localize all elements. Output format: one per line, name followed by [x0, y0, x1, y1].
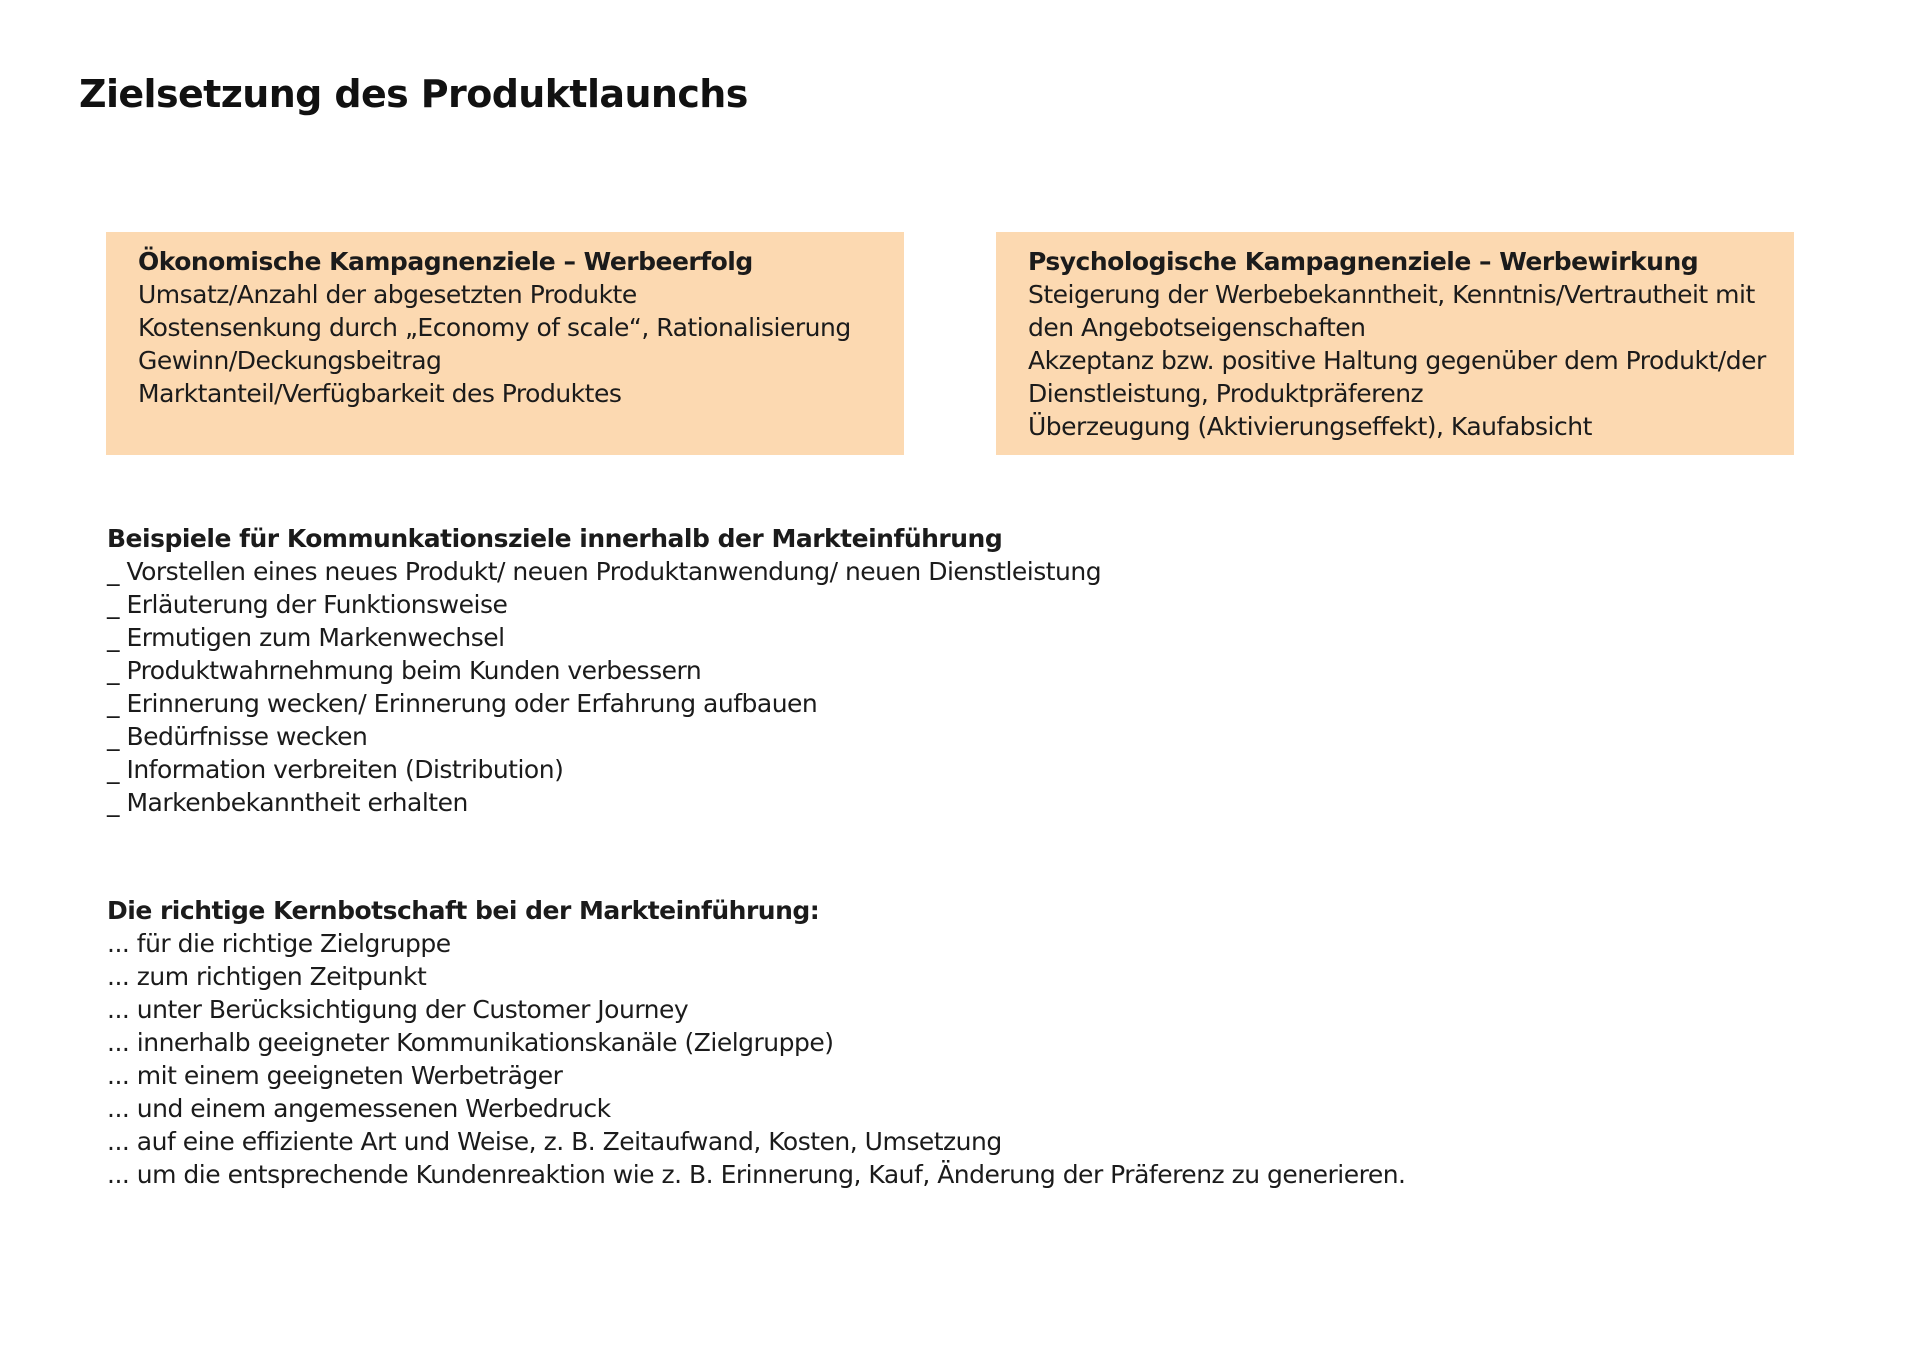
economic-goal-item: Gewinn/Deckungsbeitrag [138, 346, 442, 375]
page-title: Zielsetzung des Produktlaunchs [79, 72, 748, 116]
communication-goals-list [107, 555, 1101, 819]
list-item: _ Markenbekanntheit erhalten [107, 788, 468, 817]
list-item: ... für die richtige Zielgruppe [107, 929, 451, 958]
economic-goal-item: Umsatz/Anzahl der abgesetzten Produkte [138, 280, 637, 309]
list-item: ... um die entsprechende Kundenreaktion wie z. B. Erinnerung, Kauf, Änderung der Präferenz zu generieren. [107, 1160, 1406, 1189]
psychological-goal-item: den Angebotseigenschaften [1028, 313, 1366, 342]
economic-goals-box [106, 232, 904, 455]
list-item: ... auf eine effiziente Art und Weise, z. B. Zeitaufwand, Kosten, Umsetzung [107, 1127, 1002, 1156]
core-message-heading: Die richtige Kernbotschaft bei der Markteinführung: [107, 896, 820, 925]
list-item: ... zum richtigen Zeitpunkt [107, 962, 427, 991]
list-item: _ Bedürfnisse wecken [107, 722, 368, 751]
list-item: _ Ermutigen zum Markenwechsel [107, 623, 505, 652]
core-message-section [107, 894, 1406, 1191]
list-item: ... innerhalb geeigneter Kommunikationskanäle (Zielgruppe) [107, 1028, 834, 1057]
psychological-goals-title: Psychologische Kampagnenziele – Werbewirkung [1028, 247, 1699, 276]
psychological-goal-item: Überzeugung (Aktivierungseffekt), Kaufabsicht [1028, 412, 1592, 441]
economic-goals-title: Ökonomische Kampagnenziele – Werbeerfolg [138, 247, 753, 276]
list-item: _ Produktwahrnehmung beim Kunden verbessern [107, 656, 702, 685]
list-item: _ Information verbreiten (Distribution) [107, 755, 564, 784]
communication-goals-heading: Beispiele für Kommunkationsziele innerhalb der Markteinführung [107, 524, 1003, 553]
communication-goals-section [107, 522, 1101, 819]
economic-goal-item: Kostensenkung durch „Economy of scale“, Rationalisierung [138, 313, 851, 342]
list-item: _ Vorstellen eines neues Produkt/ neuen Produktanwendung/ neuen Dienstleistung [107, 557, 1102, 586]
core-message-list [107, 927, 1406, 1191]
psychological-goal-item: Dienstleistung, Produktpräferenz [1028, 379, 1424, 408]
list-item: ... mit einem geeigneten Werbeträger [107, 1061, 563, 1090]
economic-goal-item: Marktanteil/Verfügbarkeit des Produktes [138, 379, 622, 408]
psychological-goals-box [996, 232, 1794, 455]
list-item: ... unter Berücksichtigung der Customer Journey [107, 995, 689, 1024]
psychological-goal-item: Akzeptanz bzw. positive Haltung gegenüber dem Produkt/der [1028, 346, 1766, 375]
list-item: ... und einem angemessenen Werbedruck [107, 1094, 611, 1123]
psychological-goal-item: Steigerung der Werbebekanntheit, Kenntnis/Vertrautheit mit [1028, 280, 1755, 309]
list-item: _ Erläuterung der Funktionsweise [107, 590, 508, 619]
list-item: _ Erinnerung wecken/ Erinnerung oder Erfahrung aufbauen [107, 689, 818, 718]
